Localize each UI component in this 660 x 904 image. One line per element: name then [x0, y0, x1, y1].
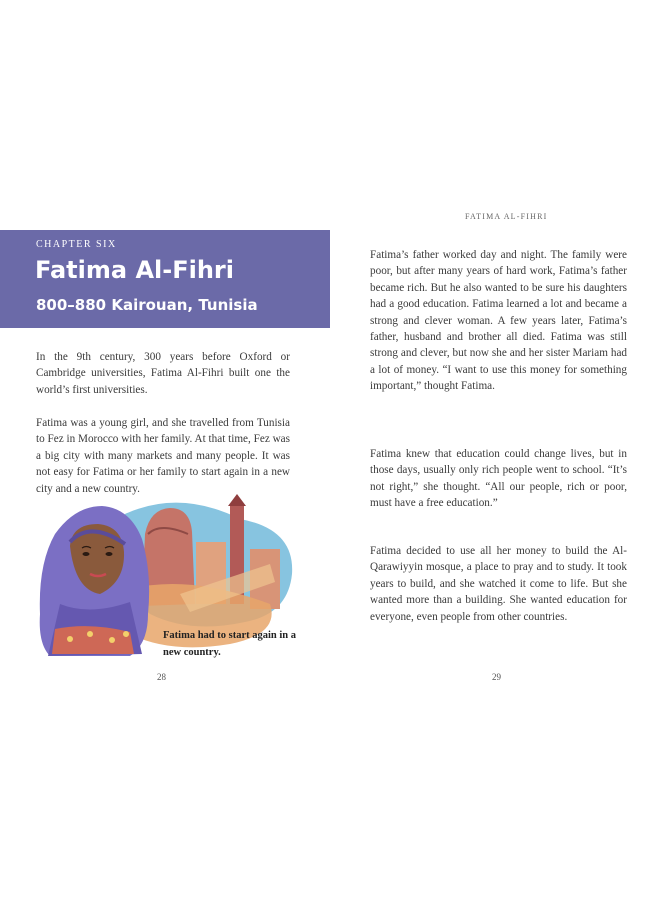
running-head: FATIMA AL-FIHRI	[465, 212, 548, 221]
right-paragraph-1: Fatima’s father worked day and night. The family were poor, but after many years of hard work, Fatima’s father became rich. But he also wanted to be sure his daughters had a good education. Fatima learned a lot and became a strong and clever woman. A few years later, Fatima’s father, husband and brother all died. Fatima was still strong and clever, but now she and her sister Mariam had a lot of money. “I want to use this money for something important,” thought Fatima.	[370, 249, 627, 393]
illustration-caption: Fatima had to start again in a new country.	[163, 630, 297, 658]
chapter-label: CHAPTER SIX	[36, 239, 117, 250]
left-eye	[83, 552, 90, 556]
chapter-title: Fatima Al-Fihri	[35, 256, 234, 284]
dress-pattern	[52, 626, 134, 654]
page-number-left: 28	[157, 672, 166, 682]
chapter-subtitle: 800–880 Kairouan, Tunisia	[36, 296, 258, 314]
left-paragraph-1: In the 9th century, 300 years before Oxford or Cambridge universities, Fatima Al-Fihri built one the world’s first universities.	[36, 351, 290, 396]
right-paragraph-2: Fatima knew that education could change lives, but in those days, usually only rich people went to school. “It’s not right,” she thought. “All our people, rich or poor, must have a free education.”	[370, 448, 627, 510]
right-eye	[106, 552, 113, 556]
left-paragraph-2: Fatima was a young girl, and she travelled from Tunisia to Fez in Morocco with her family. At that time, Fez was a big city with many markets and many people. It was not easy for Fatima or her family to start again in a new city and a new country.	[36, 417, 290, 495]
chapter-banner	[0, 230, 330, 328]
page-number-right: 29	[492, 672, 501, 682]
right-paragraph-3: Fatima decided to use all her money to build the Al-Qarawiyyin mosque, a place to pray and to study. It took years to build, and she watched it come to life. But she wanted more than a building. She wanted education for everyone, even people from other countries.	[370, 545, 627, 623]
